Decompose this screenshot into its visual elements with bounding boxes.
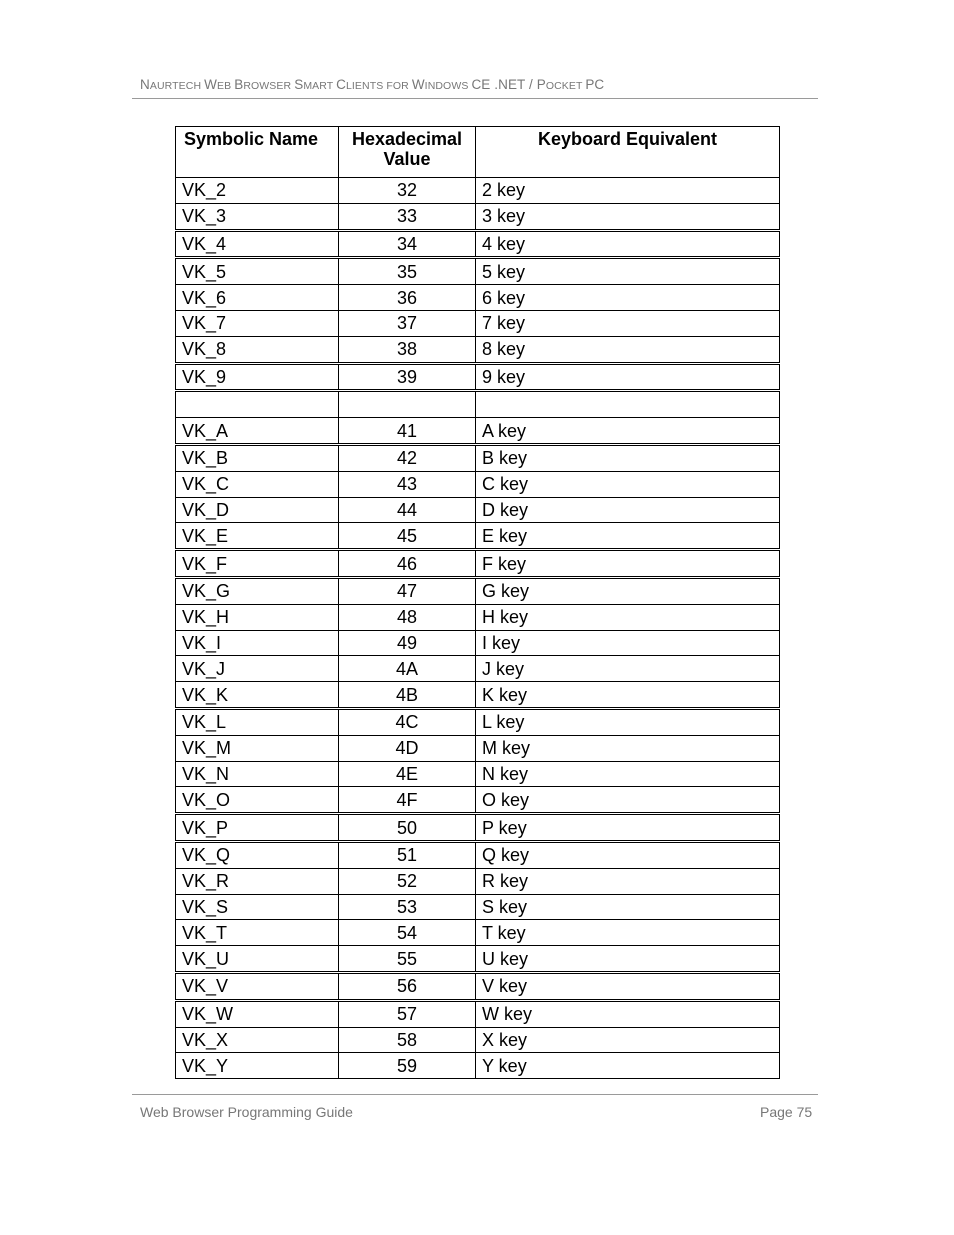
header-text-part: INDOWS: [424, 80, 472, 92]
cell-keyboard-equivalent: E key: [476, 523, 780, 550]
cell-hex-value: 51: [339, 841, 476, 868]
cell-hex-value: 45: [339, 523, 476, 550]
cell-keyboard-equivalent: 9 key: [476, 363, 780, 391]
cell-hex-value: 36: [339, 285, 476, 311]
table-row: [176, 336, 780, 363]
cell-hex-value: 58: [339, 1027, 476, 1053]
table-row: [176, 946, 780, 973]
cell-keyboard-equivalent: L key: [476, 708, 780, 735]
table-body: [176, 178, 780, 1079]
header-text-part: W: [204, 77, 217, 92]
cell-keyboard-equivalent: C key: [476, 471, 780, 497]
cell-symbolic-name: VK_L: [176, 708, 339, 735]
table-row: [176, 444, 780, 471]
table-row: [176, 630, 780, 656]
cell-hex-value: 43: [339, 471, 476, 497]
table-row: [176, 1027, 780, 1053]
cell-symbolic-name: VK_F: [176, 550, 339, 578]
cell-hex-value: 47: [339, 577, 476, 604]
cell-hex-value: 46: [339, 550, 476, 578]
table-header-row: [176, 127, 780, 178]
header-text-part: S: [294, 77, 304, 92]
cell-hex-value: [339, 391, 476, 418]
header-text-part: LIENTS FOR: [345, 80, 412, 92]
cell-keyboard-equivalent: K key: [476, 682, 780, 709]
cell-keyboard-equivalent: 2 key: [476, 178, 780, 204]
header-rule: [132, 98, 818, 99]
cell-keyboard-equivalent: 7 key: [476, 310, 780, 336]
cell-keyboard-equivalent: Q key: [476, 841, 780, 868]
cell-symbolic-name: VK_N: [176, 761, 339, 787]
cell-symbolic-name: VK_X: [176, 1027, 339, 1053]
cell-symbolic-name: VK_Y: [176, 1053, 339, 1079]
cell-hex-value: 4C: [339, 708, 476, 735]
table-row: [176, 708, 780, 735]
cell-symbolic-name: VK_U: [176, 946, 339, 973]
cell-symbolic-name: VK_J: [176, 656, 339, 682]
header-text-part: CE .NET / P: [471, 77, 546, 92]
cell-hex-value: 55: [339, 946, 476, 973]
table-row: [176, 868, 780, 894]
header-text-part: MART: [303, 80, 337, 92]
table-row: [176, 310, 780, 336]
header-text-part: ROWSER: [243, 80, 295, 92]
cell-keyboard-equivalent: U key: [476, 946, 780, 973]
cell-symbolic-name: VK_B: [176, 444, 339, 471]
cell-hex-value: 4F: [339, 787, 476, 814]
cell-hex-value: 35: [339, 258, 476, 285]
cell-keyboard-equivalent: Y key: [476, 1053, 780, 1079]
table-row: [176, 1053, 780, 1079]
cell-keyboard-equivalent: N key: [476, 761, 780, 787]
table-row: [176, 656, 780, 682]
cell-hex-value: 57: [339, 1000, 476, 1027]
cell-hex-value: 52: [339, 868, 476, 894]
table-row: [176, 761, 780, 787]
cell-symbolic-name: VK_6: [176, 285, 339, 311]
table-row: [176, 735, 780, 761]
cell-symbolic-name: VK_7: [176, 310, 339, 336]
cell-keyboard-equivalent: G key: [476, 577, 780, 604]
cell-hex-value: 41: [339, 418, 476, 445]
table-row: [176, 418, 780, 445]
cell-hex-value: 49: [339, 630, 476, 656]
table-row: [176, 1000, 780, 1027]
header-text-part: N: [140, 77, 150, 92]
cell-keyboard-equivalent: O key: [476, 787, 780, 814]
header-text-part: B: [234, 77, 244, 92]
header-text-part: AURTECH: [149, 80, 205, 92]
footer-page-number: Page 75: [760, 1104, 813, 1120]
cell-keyboard-equivalent: 4 key: [476, 230, 780, 258]
cell-hex-value: 56: [339, 972, 476, 1000]
cell-keyboard-equivalent: [476, 391, 780, 418]
cell-keyboard-equivalent: T key: [476, 920, 780, 946]
cell-symbolic-name: VK_K: [176, 682, 339, 709]
cell-keyboard-equivalent: F key: [476, 550, 780, 578]
table-row: [176, 230, 780, 258]
cell-hex-value: 4D: [339, 735, 476, 761]
running-header: [140, 77, 604, 92]
header-text-part: W: [411, 77, 425, 92]
cell-hex-value: 42: [339, 444, 476, 471]
cell-symbolic-name: VK_A: [176, 418, 339, 445]
cell-hex-value: 4E: [339, 761, 476, 787]
footer-rule: [132, 1094, 818, 1095]
cell-keyboard-equivalent: S key: [476, 894, 780, 920]
cell-keyboard-equivalent: J key: [476, 656, 780, 682]
cell-symbolic-name: VK_R: [176, 868, 339, 894]
cell-symbolic-name: [176, 391, 339, 418]
cell-hex-value: 4B: [339, 682, 476, 709]
cell-symbolic-name: VK_H: [176, 604, 339, 630]
col-header-keyboard-equivalent: Keyboard Equivalent: [476, 127, 780, 178]
cell-keyboard-equivalent: I key: [476, 630, 780, 656]
cell-symbolic-name: VK_W: [176, 1000, 339, 1027]
header-text-part: PC: [585, 77, 605, 92]
cell-symbolic-name: VK_O: [176, 787, 339, 814]
table-row: [176, 363, 780, 391]
table-row: [176, 391, 780, 418]
header-text-part: OCKET: [545, 80, 586, 92]
cell-hex-value: 38: [339, 336, 476, 363]
cell-keyboard-equivalent: D key: [476, 497, 780, 523]
cell-keyboard-equivalent: A key: [476, 418, 780, 445]
cell-symbolic-name: VK_S: [176, 894, 339, 920]
cell-symbolic-name: VK_V: [176, 972, 339, 1000]
cell-hex-value: 34: [339, 230, 476, 258]
cell-symbolic-name: VK_5: [176, 258, 339, 285]
cell-symbolic-name: VK_8: [176, 336, 339, 363]
cell-symbolic-name: VK_I: [176, 630, 339, 656]
cell-keyboard-equivalent: 5 key: [476, 258, 780, 285]
cell-keyboard-equivalent: 8 key: [476, 336, 780, 363]
table-row: [176, 604, 780, 630]
cell-hex-value: 59: [339, 1053, 476, 1079]
virtual-key-table: [175, 126, 780, 1079]
cell-keyboard-equivalent: B key: [476, 444, 780, 471]
cell-hex-value: 4A: [339, 656, 476, 682]
cell-hex-value: 54: [339, 920, 476, 946]
table-row: [176, 894, 780, 920]
cell-symbolic-name: VK_G: [176, 577, 339, 604]
cell-keyboard-equivalent: P key: [476, 814, 780, 842]
cell-symbolic-name: VK_C: [176, 471, 339, 497]
cell-keyboard-equivalent: V key: [476, 972, 780, 1000]
cell-symbolic-name: VK_P: [176, 814, 339, 842]
cell-symbolic-name: VK_E: [176, 523, 339, 550]
cell-keyboard-equivalent: M key: [476, 735, 780, 761]
table-row: [176, 787, 780, 814]
table-row: [176, 814, 780, 842]
cell-keyboard-equivalent: 3 key: [476, 203, 780, 230]
table-row: [176, 203, 780, 230]
cell-hex-value: 53: [339, 894, 476, 920]
table-row: [176, 258, 780, 285]
cell-keyboard-equivalent: 6 key: [476, 285, 780, 311]
cell-symbolic-name: VK_2: [176, 178, 339, 204]
cell-keyboard-equivalent: W key: [476, 1000, 780, 1027]
cell-hex-value: 48: [339, 604, 476, 630]
cell-hex-value: 33: [339, 203, 476, 230]
cell-keyboard-equivalent: X key: [476, 1027, 780, 1053]
cell-hex-value: 32: [339, 178, 476, 204]
col-header-symbolic-name: Symbolic Name: [176, 127, 339, 178]
table-row: [176, 523, 780, 550]
cell-symbolic-name: VK_T: [176, 920, 339, 946]
table-row: [176, 972, 780, 1000]
footer-guide-title: Web Browser Programming Guide: [140, 1104, 353, 1120]
cell-hex-value: 37: [339, 310, 476, 336]
cell-hex-value: 44: [339, 497, 476, 523]
table-row: [176, 178, 780, 204]
table-row: [176, 920, 780, 946]
cell-keyboard-equivalent: R key: [476, 868, 780, 894]
table-row: [176, 841, 780, 868]
cell-keyboard-equivalent: H key: [476, 604, 780, 630]
table-row: [176, 682, 780, 709]
table-row: [176, 285, 780, 311]
table-row: [176, 577, 780, 604]
table-row: [176, 497, 780, 523]
cell-symbolic-name: VK_Q: [176, 841, 339, 868]
table-row: [176, 471, 780, 497]
cell-symbolic-name: VK_4: [176, 230, 339, 258]
cell-hex-value: 50: [339, 814, 476, 842]
cell-symbolic-name: VK_D: [176, 497, 339, 523]
cell-symbolic-name: VK_M: [176, 735, 339, 761]
cell-hex-value: 39: [339, 363, 476, 391]
header-text-part: C: [336, 77, 346, 92]
header-text-part: EB: [216, 80, 235, 92]
table-row: [176, 550, 780, 578]
cell-symbolic-name: VK_9: [176, 363, 339, 391]
col-header-hexadecimal-value: Hexadecimal Value: [339, 127, 476, 178]
cell-symbolic-name: VK_3: [176, 203, 339, 230]
